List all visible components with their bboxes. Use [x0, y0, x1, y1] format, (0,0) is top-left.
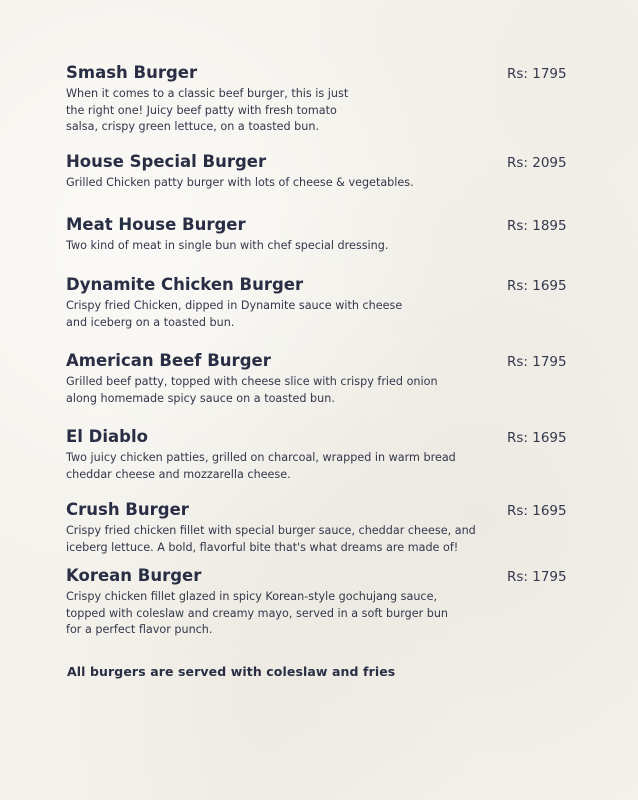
item-name: Korean Burger [66, 566, 202, 585]
item-name: House Special Burger [66, 152, 267, 171]
item-name: Smash Burger [66, 63, 198, 82]
item-description: Crispy fried Chicken, dipped in Dynamite sauce with cheese and iceberg on a toasted bun. [66, 299, 403, 329]
item-name: Meat House Burger [66, 215, 246, 234]
item-description: Two kind of meat in single bun with chef special dressing. [66, 239, 389, 252]
item-description: Crispy chicken fillet glazed in spicy Korean-style gochujang sauce, topped with coleslaw and creamy mayo, served in a soft burger bun for a perfect flavor punch. [66, 590, 449, 636]
item-description: Grilled beef patty, topped with cheese slice with crispy fried onion along homemade spicy sauce on a toasted bun. [66, 375, 438, 405]
item-name: Crush Burger [66, 500, 189, 519]
item-price: Rs: 2095 [507, 155, 567, 171]
item-price: Rs: 1795 [507, 354, 567, 370]
item-price: Rs: 1695 [507, 503, 567, 519]
item-price: Rs: 1795 [507, 569, 567, 585]
item-description: When it comes to a classic beef burger, this is just the right one! Juicy beef patty with fresh tomato salsa, crispy green lettuce, on a toasted bun. [66, 87, 349, 133]
footer-note: All burgers are served with coleslaw and fries [67, 664, 396, 679]
item-price: Rs: 1895 [507, 218, 567, 234]
item-name: American Beef Burger [66, 351, 271, 370]
item-name: El Diablo [66, 427, 148, 446]
item-description: Grilled Chicken patty burger with lots of cheese & vegetables. [66, 176, 414, 189]
item-name: Dynamite Chicken Burger [66, 275, 304, 294]
item-price: Rs: 1695 [507, 430, 567, 446]
item-description: Two juicy chicken patties, grilled on charcoal, wrapped in warm bread cheddar cheese and mozzarella cheese. [66, 451, 456, 481]
item-price: Rs: 1695 [507, 278, 567, 294]
item-description: Crispy fried chicken fillet with special burger sauce, cheddar cheese, and iceberg lettuce. A bold, flavorful bite that's what dreams are made of! [66, 524, 476, 554]
item-price: Rs: 1795 [507, 66, 567, 82]
